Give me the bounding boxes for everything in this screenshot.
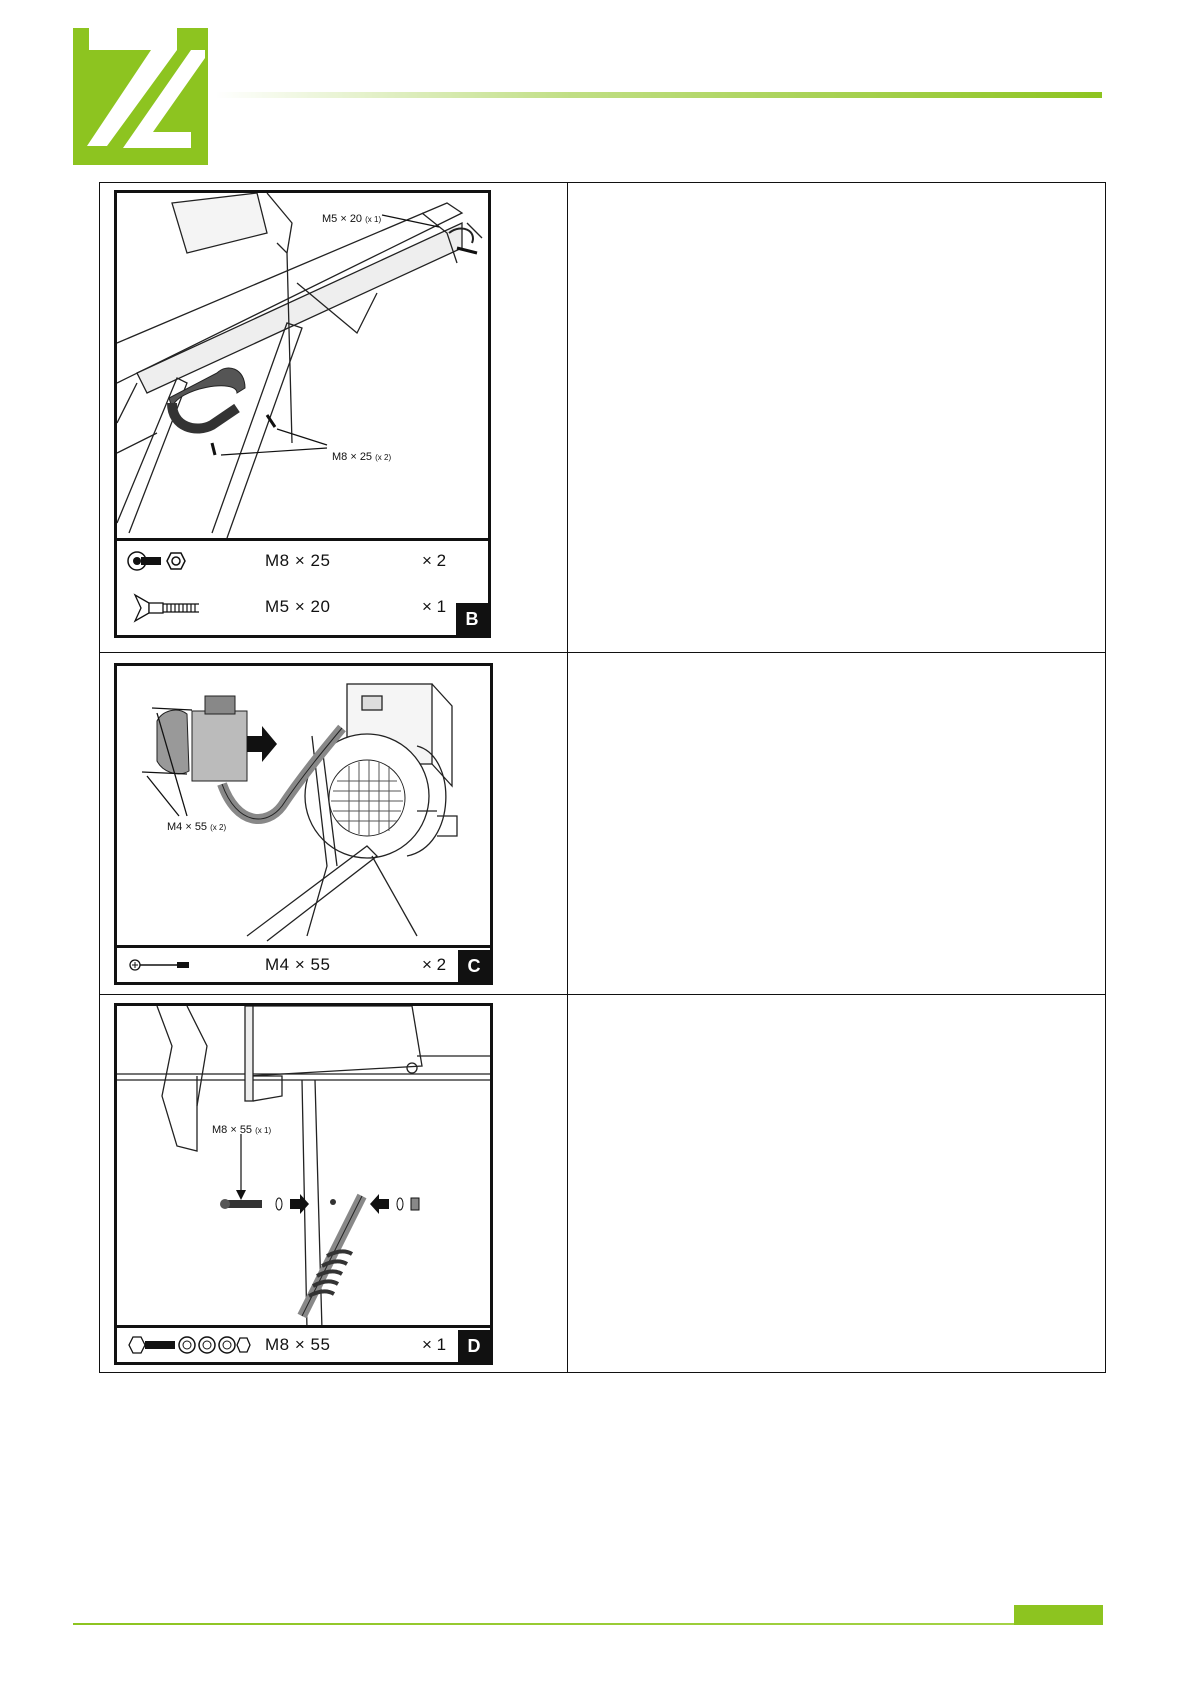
step-row-b [100, 183, 1106, 653]
part-qty: × 1 [422, 597, 447, 616]
step-b-illustration [114, 190, 491, 638]
step-text-cell [567, 183, 1105, 653]
assembly-steps-table [99, 182, 1106, 1373]
step-text-cell [567, 995, 1105, 1373]
step-c-illustration [114, 663, 493, 985]
handle-assembly-drawing [117, 193, 488, 541]
step-figure-cell [100, 653, 568, 995]
step-letter-badge: D [458, 1330, 490, 1362]
part-qty: × 1 [422, 1335, 447, 1354]
step-letter-badge: B [456, 603, 488, 635]
part-row [117, 587, 488, 627]
part-size: M5 × 20 [265, 597, 331, 616]
part-qty: × 2 [422, 955, 447, 974]
part-qty: × 2 [422, 551, 447, 570]
bolt-washers-nut-icon [127, 1331, 252, 1359]
bolt-nut-icon [127, 547, 197, 575]
screw-callout: M4 × 55 (x 2) [167, 821, 227, 833]
long-screw-icon [127, 951, 197, 979]
part-row [117, 541, 488, 581]
parts-list [117, 1325, 490, 1362]
page-number-tab [1014, 1605, 1103, 1625]
part-size: M8 × 55 [265, 1335, 331, 1354]
step-d-illustration [114, 1003, 493, 1365]
part-row [117, 945, 490, 985]
bolt-callout: M8 × 25 (x 2) [332, 451, 392, 463]
wing-screw-icon [127, 593, 207, 623]
step-letter-badge: C [458, 950, 490, 982]
step-figure-cell [100, 183, 568, 653]
parts-list [117, 538, 488, 635]
spring-bolt-drawing [117, 1006, 490, 1330]
part-size: M4 × 55 [265, 955, 331, 974]
part-size: M8 × 25 [265, 551, 331, 570]
footer-accent-line [73, 1623, 1103, 1625]
zipper-logo-icon [73, 28, 208, 165]
bolt-callout: M8 × 55 (x 1) [212, 1124, 272, 1136]
header-accent-line [215, 92, 1102, 98]
step-text-cell [567, 653, 1105, 995]
screw-callout: M5 × 20 (x 1) [322, 213, 382, 225]
part-row [117, 1325, 490, 1365]
motor-switch-drawing [117, 666, 490, 948]
step-row-d [100, 995, 1106, 1373]
parts-list [117, 945, 490, 982]
step-row-c [100, 653, 1106, 995]
step-figure-cell [100, 995, 568, 1373]
